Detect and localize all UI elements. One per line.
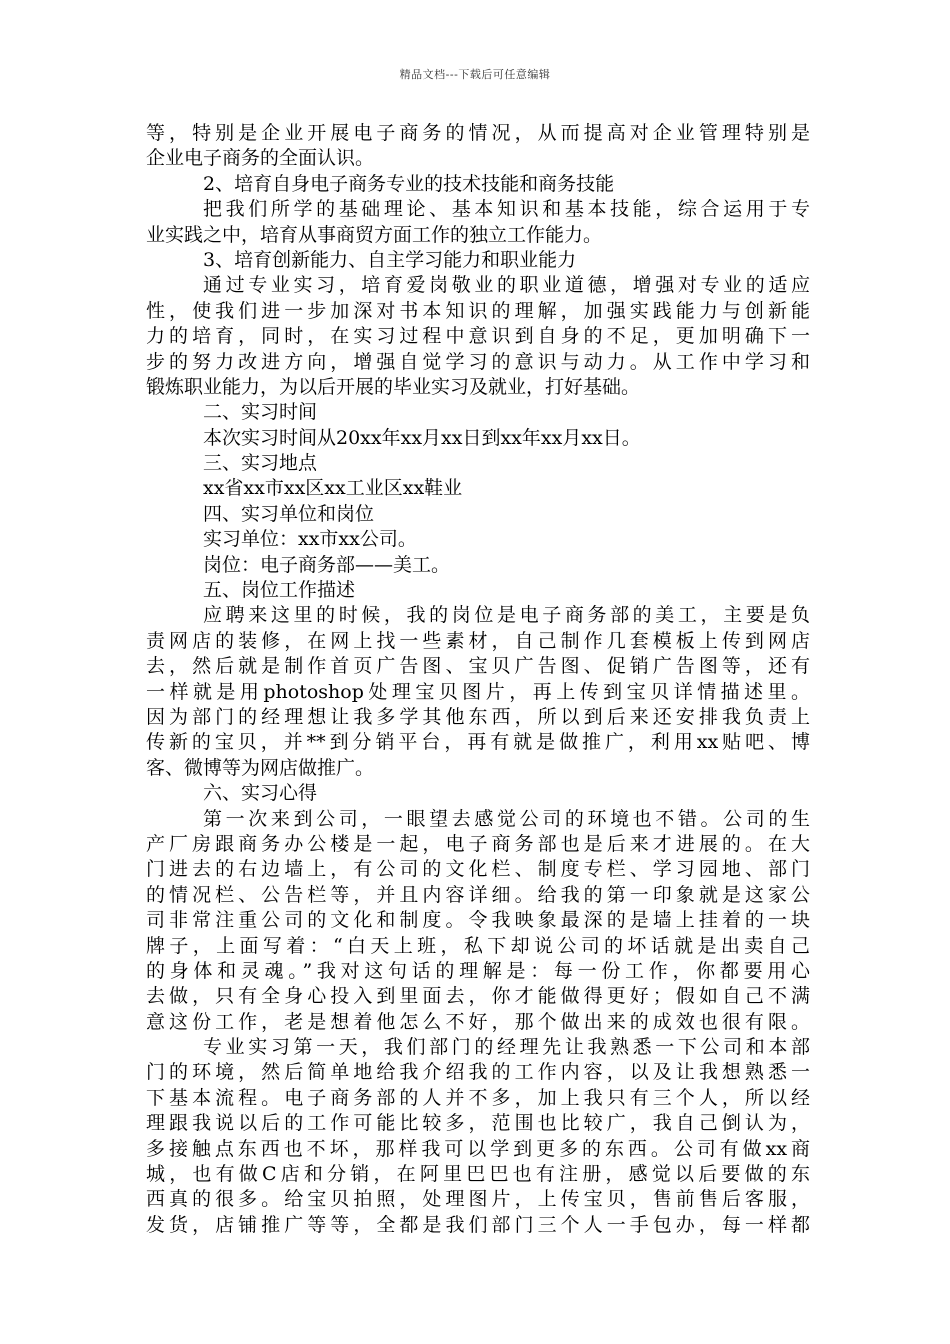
text-line: 去，然后就是制作首页广告图、宝贝广告图、促销广告图等，还有 [146,655,810,678]
text-line: 通过专业实习，培育爱岗敬业的职业道德，增强对专业的适应 [203,274,810,297]
text-line: 去做，只有全身心投入到里面去，你才能做得更好；假如自己不满 [146,985,810,1008]
text-line: 传新的宝贝，并**到分销平台，再有就是做推广，利用xx贴吧、博 [146,731,810,754]
text-line: 力的培育，同时，在实习过程中意识到自身的不足，更加明确下一 [146,325,810,348]
text-line: 一样就是用photoshop处理宝贝图片，再上传到宝贝详情描述里。 [146,680,810,703]
text-line: 二、实习时间 [203,401,318,424]
text-line: 客、微博等为网店做推广。 [146,756,375,779]
text-line: 专业实习第一天，我们部门的经理先让我熟悉一下公司和本部 [203,1036,810,1059]
text-line: 实习单位：xx市xx公司。 [203,528,417,551]
text-line: 门进去的右边墙上，有公司的文化栏、制度专栏、学习园地、部门 [146,858,810,881]
text-line: 企业电子商务的全面认识。 [146,147,375,170]
page-header: 精品文档---下载后可任意编辑 [399,68,551,81]
text-line: 发货，店铺推广等等，全都是我们部门三个人一手包办，每一样都 [146,1213,810,1236]
text-line: 的身体和灵魂。”我对这句话的理解是：每一份工作，你都要用心 [146,959,810,982]
text-line: xx省xx市xx区xx工业区xx鞋业 [203,477,463,500]
text-line: 业实践之中，培育从事商贸方面工作的独立工作能力。 [146,223,603,246]
text-line: 3、培育创新能力、自主学习能力和职业能力 [203,248,577,271]
text-line: 第一次来到公司，一眼望去感觉公司的环境也不错。公司的生 [203,807,810,830]
text-line: 把我们所学的基础理论、基本知识和基本技能，综合运用于专 [203,198,810,221]
text-line: 岗位：电子商务部——美工。 [203,553,451,576]
text-line: 步的努力改进方向，增强自觉学习的意识与动力。从工作中学习和 [146,350,810,373]
text-line: 牌子，上面写着：“白天上班，私下却说公司的坏话就是出卖自己 [146,934,810,957]
text-line: 三、实习地点 [203,452,318,475]
text-line: 四、实习单位和岗位 [203,502,375,525]
text-line: 的情况栏、公告栏等，并且内容详细。给我的第一印象就是这家公 [146,883,810,906]
text-line: 五、岗位工作描述 [203,579,356,602]
text-line: 因为部门的经理想让我多学其他东西，所以到后来还安排我负责上 [146,705,810,728]
text-line: 产厂房跟商务办公楼是一起，电子商务部也是后来才进展的。在大 [146,832,810,855]
text-line: 等，特别是企业开展电子商务的情况，从而提高对企业管理特别是 [146,122,810,144]
text-line: 多接触点东西也不坏，那样我可以学到更多的东西。公司有做xx商 [146,1137,810,1160]
text-line: 意这份工作，老是想着他怎么不好，那个做出来的成效也很有限。 [146,1010,810,1033]
text-line: 门的环境，然后简单地给我介绍我的工作内容，以及让我想熟悉一 [146,1061,810,1084]
text-line: 责网店的装修，在网上找一些素材，自己制作几套模板上传到网店 [146,629,810,652]
document-body [146,121,810,1238]
text-line: 西真的很多。给宝贝拍照，处理图片，上传宝贝，售前售后客服， [146,1188,810,1211]
text-line: 性，使我们进一步加深对书本知识的理解，加强实践能力与创新能 [146,299,810,322]
text-line: 锻炼职业能力，为以后开展的毕业实习及就业，打好基础。 [146,375,641,398]
text-line: 应聘来这里的时候，我的岗位是电子商务部的美工，主要是负 [203,604,810,627]
text-line: 城，也有做C店和分销，在阿里巴巴也有注册，感觉以后要做的东 [146,1163,810,1186]
text-line: 下基本流程。电子商务部的人并不多，加上我只有三个人，所以经 [146,1086,810,1109]
text-line: 理跟我说以后的工作可能比较多，范围也比较广，我自己倒认为， [146,1112,810,1135]
text-line: 2、培育自身电子商务专业的技术技能和商务技能 [203,172,615,195]
text-line: 司非常注重公司的文化和制度。令我映象最深的是墙上挂着的一块 [146,909,810,932]
text-line: 本次实习时间从20xx年xx月xx日到xx年xx月xx日。 [203,426,641,449]
text-line: 六、实习心得 [203,782,318,805]
